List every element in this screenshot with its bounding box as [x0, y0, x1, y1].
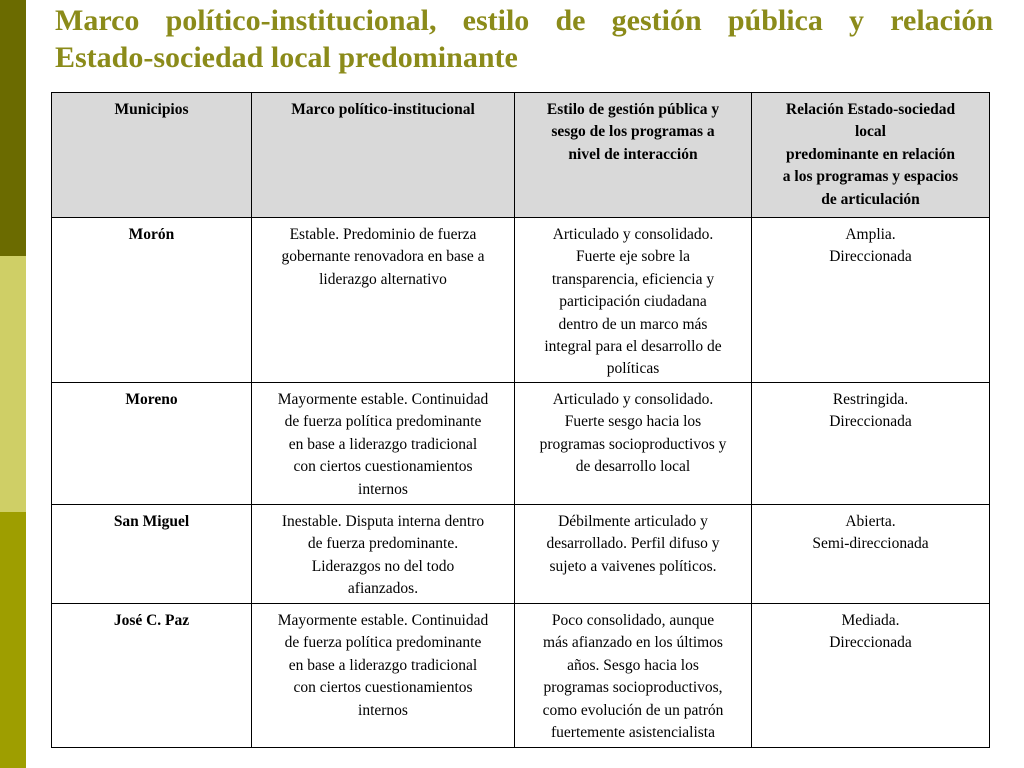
table-row [52, 604, 990, 748]
header-estilo-gestion: Estilo de gestión pública y sesgo de los programas a nivel de interacción [515, 93, 752, 218]
cell-marco: Estable. Predominio de fuerza gobernante renovadora en base a liderazgo alternativo [252, 218, 515, 383]
cell-estilo: Débilmente articulado y desarrollado. Perfil difuso y sujeto a vaivenes políticos. [515, 505, 752, 604]
cell-relacion: Amplia. Direccionada [752, 218, 990, 383]
cell-municipio: Moreno [52, 383, 252, 505]
side-bar-top [0, 0, 26, 256]
cell-estilo: Articulado y consolidado. Fuerte sesgo hacia los programas socioproductivos y de desarrollo local [515, 383, 752, 505]
header-relacion-estado-sociedad: Relación Estado-sociedad local predominante en relación a los programas y espacios de articulación [752, 93, 990, 218]
table-row [52, 383, 990, 505]
cell-municipio: José C. Paz [52, 604, 252, 748]
cell-estilo: Articulado y consolidado. Fuerte eje sobre la transparencia, eficiencia y participación ciudadana dentro de un marco más integral para el desarrollo de políticas [515, 218, 752, 383]
side-bar-bottom [0, 512, 26, 768]
cell-estilo: Poco consolidado, aunque más afianzado en los últimos años. Sesgo hacia los programas socioproductivos, como evolución de un patrón fuertemente asistencialista [515, 604, 752, 748]
side-bar-middle [0, 256, 26, 512]
header-municipios: Municipios [52, 93, 252, 218]
cell-municipio: San Miguel [52, 505, 252, 604]
comparison-table [51, 92, 990, 748]
table-header-row [52, 93, 990, 218]
cell-relacion: Mediada. Direccionada [752, 604, 990, 748]
table-row [52, 218, 990, 383]
cell-relacion: Abierta. Semi-direccionada [752, 505, 990, 604]
table-row [52, 505, 990, 604]
slide-title-line-2: Estado-sociedad local predominante [55, 41, 518, 74]
header-marco-politico: Marco político-institucional [252, 93, 515, 218]
slide-title [55, 2, 993, 76]
cell-marco: Mayormente estable. Continuidad de fuerza política predominante en base a liderazgo tradicional con ciertos cuestionamientos internos [252, 604, 515, 748]
slide-title-line-1: Marco político-institucional, estilo de gestión pública y relación [55, 4, 993, 37]
cell-municipio: Morón [52, 218, 252, 383]
cell-marco: Inestable. Disputa interna dentro de fuerza predominante. Liderazgos no del todo afianzados. [252, 505, 515, 604]
cell-relacion: Restringida. Direccionada [752, 383, 990, 505]
cell-marco: Mayormente estable. Continuidad de fuerza política predominante en base a liderazgo tradicional con ciertos cuestionamientos internos [252, 383, 515, 505]
